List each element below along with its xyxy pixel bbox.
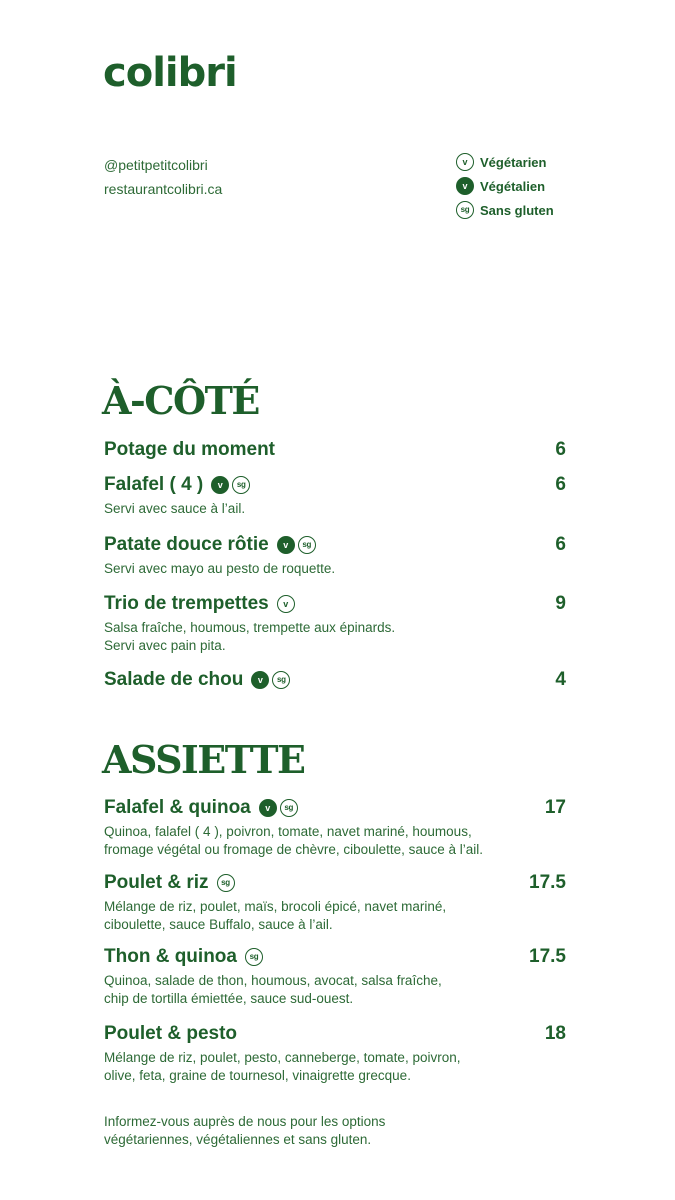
item-description: Quinoa, falafel ( 4 ), poivron, tomate, navet mariné, houmous, fromage végétal ou fromage de chèvre, ciboulette, sauce à l’ail. — [104, 824, 483, 857]
gluten-free-icon: sg — [280, 799, 298, 817]
dietary-legend — [456, 150, 554, 222]
vegetarian-icon: v — [277, 595, 295, 613]
menu-item — [104, 1023, 566, 1085]
item-price: 18 — [544, 1023, 566, 1044]
menu-item — [104, 439, 566, 461]
menu-item — [104, 872, 566, 934]
item-name: Poulet & riz — [104, 872, 209, 893]
legend-vegetarian — [456, 150, 554, 174]
gluten-free-icon: sg — [232, 476, 250, 494]
item-price: 9 — [555, 593, 566, 614]
item-name: Potage du moment — [104, 439, 276, 460]
menu-item — [104, 593, 566, 655]
legend-label: Végétarien — [480, 154, 547, 170]
vegan-icon: v — [251, 671, 269, 689]
vegan-icon: v — [456, 177, 474, 195]
gluten-free-icon: sg — [217, 874, 235, 892]
menu-item — [104, 946, 566, 1008]
item-price: 6 — [555, 534, 566, 555]
item-name: Falafel & quinoa — [104, 797, 251, 818]
item-price: 17 — [544, 797, 566, 818]
instagram-handle[interactable]: @petitpetitcolibri — [104, 157, 208, 173]
item-description: Mélange de riz, poulet, maïs, brocoli épicé, navet mariné, ciboulette, sauce Buffalo, sauce à l’ail. — [104, 899, 447, 932]
gluten-free-icon: sg — [456, 201, 474, 219]
item-description: Quinoa, salade de thon, houmous, avocat, salsa fraîche, chip de tortilla émiettée, sauce sud-ouest. — [104, 973, 442, 1006]
item-description: Servi avec sauce à l’ail. — [104, 501, 246, 516]
item-price: 4 — [555, 669, 566, 690]
item-name: Falafel ( 4 ) — [104, 474, 204, 495]
website-link[interactable]: restaurantcolibri.ca — [104, 181, 223, 197]
item-price: 17.5 — [529, 872, 566, 893]
logo: colibri — [103, 50, 237, 96]
menu-item — [104, 669, 566, 691]
vegetarian-icon: v — [456, 153, 474, 171]
item-description: Salsa fraîche, houmous, trempette aux épinards. Servi avec pain pita. — [104, 620, 396, 653]
item-name: Trio de trempettes — [104, 593, 269, 614]
footnote: Informez-vous auprès de nous pour les options végétariennes, végétaliennes et sans gluten. — [104, 1114, 386, 1147]
gluten-free-icon: sg — [298, 536, 316, 554]
legend-vegan — [456, 174, 554, 198]
item-name: Poulet & pesto — [104, 1023, 238, 1044]
gluten-free-icon: sg — [245, 948, 263, 966]
item-description: Servi avec mayo au pesto de roquette. — [104, 561, 336, 576]
legend-label: Végétalien — [480, 178, 546, 194]
item-price: 6 — [555, 474, 566, 495]
legend-label: Sans gluten — [480, 202, 554, 218]
item-name: Salade de chou — [104, 669, 244, 690]
section-title-acote: À-CÔTÉ — [102, 378, 259, 423]
vegan-icon: v — [277, 536, 295, 554]
contact-info — [104, 153, 222, 201]
section-title-assiette: ASSIETTE — [102, 737, 305, 782]
item-price: 6 — [555, 439, 566, 460]
menu-item — [104, 534, 566, 578]
gluten-free-icon: sg — [272, 671, 290, 689]
vegan-icon: v — [211, 476, 229, 494]
vegan-icon: v — [259, 799, 277, 817]
item-price: 17.5 — [529, 946, 566, 967]
legend-gluten-free — [456, 198, 554, 222]
menu-item — [104, 474, 566, 518]
item-description: Mélange de riz, poulet, pesto, canneberge, tomate, poivron, olive, feta, graine de tournesol, vinaigrette grecque. — [104, 1050, 461, 1083]
item-name: Patate douce rôtie — [104, 534, 269, 555]
menu-item — [104, 797, 566, 859]
item-name: Thon & quinoa — [104, 946, 237, 967]
